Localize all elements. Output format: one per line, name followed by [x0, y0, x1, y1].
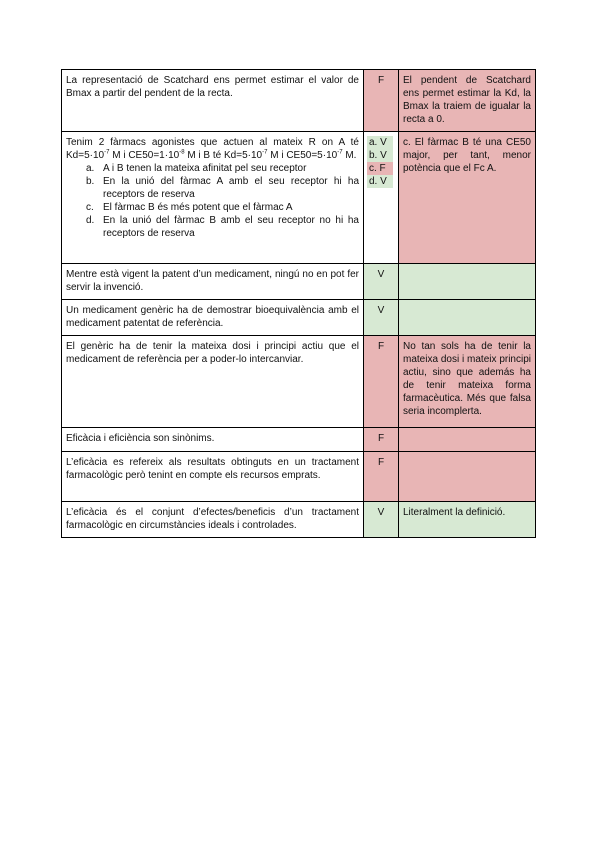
- table-row: [62, 336, 536, 428]
- question-cell: El genèric ha de tenir la mateixa dosi i principi actiu que el medicament de referència per a poder-lo intercanviar.: [62, 336, 364, 428]
- list-item: c. El fàrmac B és més potent que el fàrmac A: [86, 202, 293, 213]
- table-row: [62, 132, 536, 264]
- option-answer: d. V: [367, 175, 393, 188]
- note-cell: [399, 264, 536, 300]
- list-item: b. En la unió del fàrmac A amb el seu receptor hi ha receptors de reserva: [86, 176, 359, 200]
- table-row: [62, 70, 536, 132]
- question-cell: L’eficàcia es refereix als resultats obtinguts en un tractament farmacològic però tenint en compte els recursos emprats.: [62, 452, 364, 502]
- note-cell: No tan sols ha de tenir la mateixa dosi i mateix principi actiu, sino que además ha de tenir mateixa forma farmacèutica. Més que falsa seria incomplerta.: [399, 336, 536, 428]
- note-cell: [399, 428, 536, 452]
- note-cell: [399, 452, 536, 502]
- option-answer: a. V: [367, 136, 393, 149]
- table-row: [62, 264, 536, 300]
- answer-cell: F: [364, 428, 399, 452]
- table-row: [62, 502, 536, 538]
- question-cell: Eficàcia i eficiència son sinònims.: [62, 428, 364, 452]
- answer-cell: V: [364, 300, 399, 336]
- option-answer: b. V: [367, 149, 393, 162]
- question-cell: [62, 132, 364, 264]
- table-row: [62, 300, 536, 336]
- table-row: [62, 428, 536, 452]
- question-cell: Un medicament genèric ha de demostrar bioequivalència amb el medicament patentat de referència.: [62, 300, 364, 336]
- note-cell: c. El fàrmac B té una CE50 major, per tant, menor potència que el Fc A.: [399, 132, 536, 264]
- answer-cell: F: [364, 336, 399, 428]
- answer-cell: F: [364, 70, 399, 132]
- questions-table: [61, 69, 536, 538]
- question-cell: Mentre està vigent la patent d’un medicament, ningú no en pot fer servir la invenció.: [62, 264, 364, 300]
- answer-cell: [364, 132, 399, 264]
- list-item: d. En la unió del fàrmac B amb el seu receptor no hi ha receptors de reserva: [86, 215, 359, 239]
- note-cell: Literalment la definició.: [399, 502, 536, 538]
- note-cell: [399, 300, 536, 336]
- note-cell: El pendent de Scatchard ens permet estimar la Kd, la Bmax la traiem de igualar la recta a 0.: [399, 70, 536, 132]
- option-answer: c. F: [367, 162, 393, 175]
- question-intro: Tenim 2 fàrmacs agonistes que actuen al mateix R on A té $Kd=5\cdot 10^{-7}$ M i $CE50=1\cdot 10^{-8}$ M i B té $Kd=5\cdot 10^{-7}$ M i $CE50=5\cdot 10^{-7}$ M.: [66, 137, 359, 161]
- table-row: [62, 452, 536, 502]
- answer-cell: F: [364, 452, 399, 502]
- options-list: [66, 162, 359, 240]
- answer-cell: V: [364, 264, 399, 300]
- answer-cell: V: [364, 502, 399, 538]
- question-cell: L’eficàcia és el conjunt d’efectes/beneficis d’un tractament farmacològic en circumstàncies ideals i controlades.: [62, 502, 364, 538]
- question-cell: La representació de Scatchard ens permet estimar el valor de Bmax a partir del pendent de la recta.: [62, 70, 364, 132]
- list-item: a. A i B tenen la mateixa afinitat pel seu receptor: [86, 163, 307, 174]
